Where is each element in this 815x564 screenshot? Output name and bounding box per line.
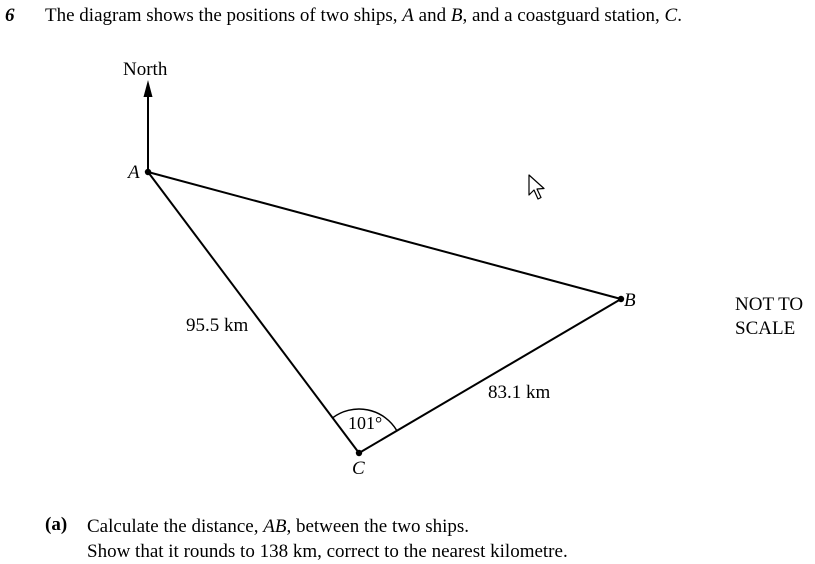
stem-text-2: and: [413, 5, 451, 26]
side-ab: [148, 172, 621, 299]
stem-station-c: C: [664, 5, 678, 26]
scale-note-line1: NOT TO: [735, 294, 804, 315]
point-a-label: A: [128, 162, 140, 183]
side-ac-length: 95.5 km: [186, 315, 249, 336]
north-arrow-head: [144, 80, 153, 97]
scale-note-line2: SCALE: [735, 318, 796, 339]
part-a-text: [87, 514, 568, 564]
not-to-scale-note: [735, 293, 803, 341]
point-c-label: C: [352, 458, 365, 479]
angle-c-label: 101°: [348, 413, 383, 433]
part-a-line1: [87, 514, 568, 539]
stem-text-1: The diagram shows the positions of two ships,: [45, 5, 403, 26]
side-cb-length: 83.1 km: [488, 382, 551, 403]
stem-ship-a: A: [402, 5, 414, 26]
side-ac: [148, 172, 359, 453]
question-number: 6: [5, 5, 15, 26]
point-c-dot: [356, 450, 362, 456]
point-b-label: B: [624, 290, 636, 311]
stem-text-4: .: [677, 5, 682, 26]
part-a-line1-text: Calculate the distance,: [87, 516, 264, 537]
point-a-dot: [145, 169, 151, 175]
stem-ship-b: B: [450, 5, 463, 26]
stem-text-3: , and a coastguard station,: [462, 5, 665, 26]
side-cb: [359, 299, 621, 453]
part-a-label: (a): [45, 514, 68, 535]
north-label: North: [123, 59, 168, 80]
part-a-line2: Show that it rounds to 138 km, correct to the nearest kilometre.: [87, 541, 568, 562]
mouse-cursor-icon: [529, 175, 544, 199]
part-a-line1-end: , between the two ships.: [286, 516, 470, 537]
part-a-line1-var: AB: [263, 516, 287, 537]
